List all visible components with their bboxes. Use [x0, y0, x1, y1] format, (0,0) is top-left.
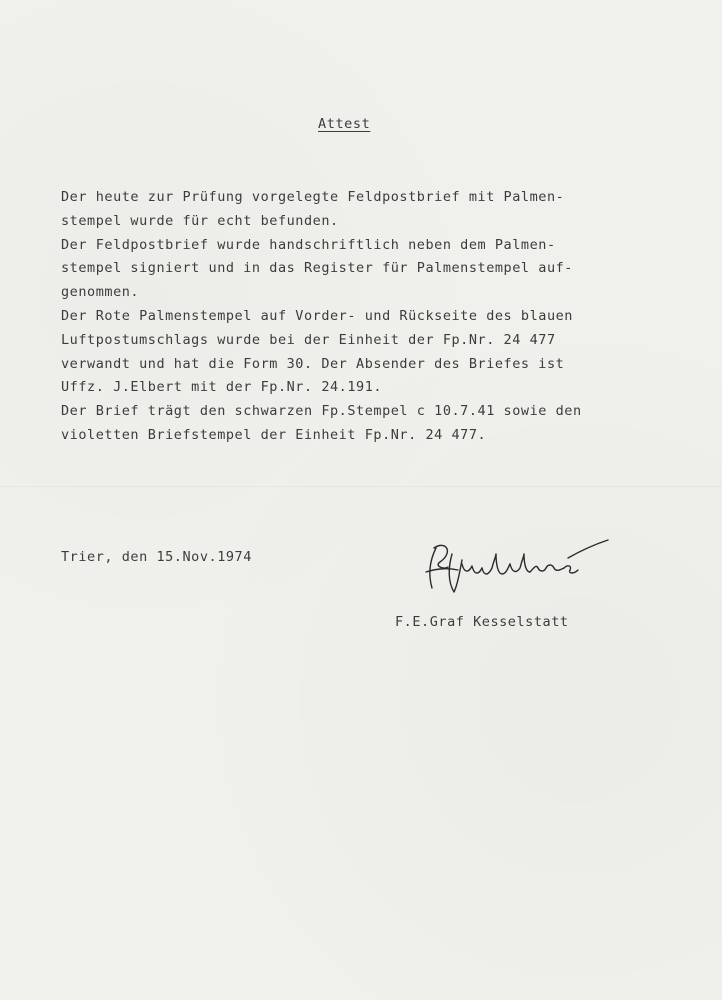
body-line: violetten Briefstempel der Einheit Fp.Nr. 24 477.: [61, 426, 487, 443]
body-line: Luftpostumschlags wurde bei der Einheit der Fp.Nr. 24 477: [61, 331, 556, 348]
body-line: Der heute zur Prüfung vorgelegte Feldpostbrief mit Palmen-: [61, 189, 565, 205]
body-line: Uffz. J.Elbert mit der Fp.Nr. 24.191.: [61, 379, 383, 396]
paper-fold-line: [0, 486, 722, 487]
body-line: Der Rote Palmenstempel auf Vorder- und Rückseite des blauen: [61, 307, 573, 324]
body-line: stempel wurde für echt befunden.: [61, 212, 339, 229]
document-title: Attest: [318, 116, 371, 132]
body-line: genommen.: [61, 284, 140, 301]
attest-body: [61, 186, 681, 448]
place-and-date: Trier, den 15.Nov.1974: [61, 549, 252, 565]
body-line: stempel signiert und in das Register für Palmenstempel auf-: [61, 260, 573, 277]
body-line: verwandt und hat die Form 30. Der Absender des Briefes ist: [61, 355, 565, 372]
body-line: Der Brief trägt den schwarzen Fp.Stempel c 10.7.41 sowie den: [61, 403, 582, 420]
signer-name: F.E.Graf Kesselstatt: [395, 614, 569, 630]
handwritten-signature: [418, 534, 618, 604]
body-line: Der Feldpostbrief wurde handschriftlich neben dem Palmen-: [61, 236, 556, 253]
